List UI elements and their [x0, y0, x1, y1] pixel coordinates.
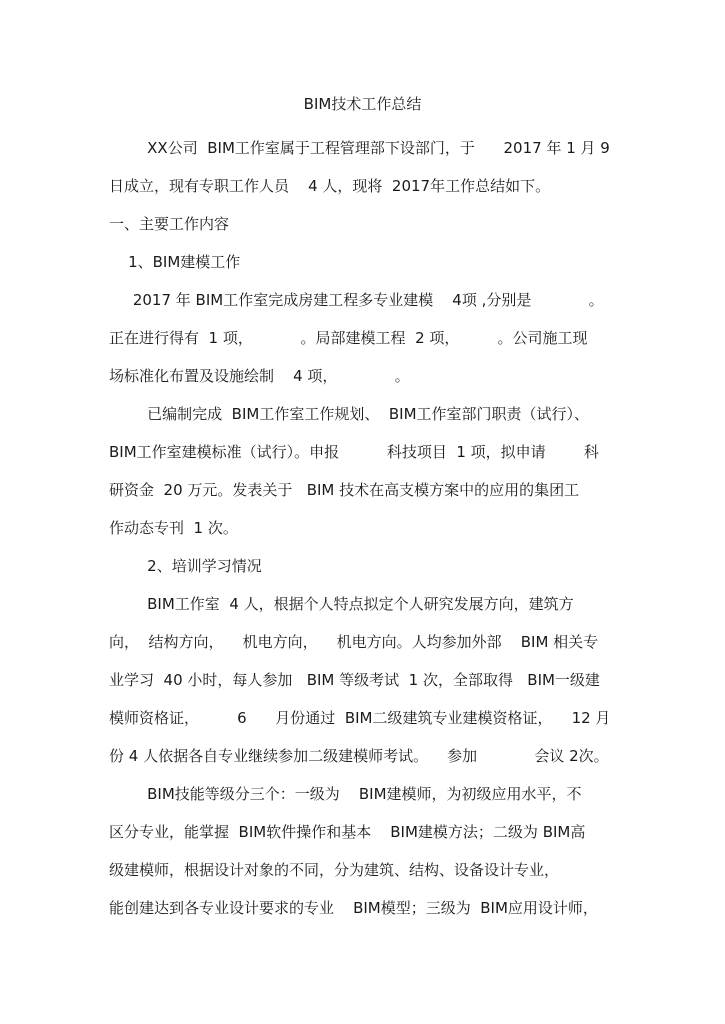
- paragraph-line: BIM工作室 4 人，根据个人特点拟定个人研究发展方向，建筑方: [109, 595, 574, 613]
- section-heading: 一、主要工作内容: [109, 215, 230, 233]
- document-title: BIM技术工作总结: [303, 95, 422, 113]
- paragraph-line: 向， 结构方向， 机电方向， 机电方向。人均参加外部 BIM 相关专: [109, 633, 599, 651]
- paragraph-line: 业学习 40 小时，每人参加 BIM 等级考试 1 次，全部取得 BIM一级建: [109, 671, 600, 689]
- paragraph-line: 研资金 20 万元。发表关于 BIM 技术在高支模方案中的应用的集团工: [109, 481, 580, 499]
- paragraph-line: XX公司 BIM工作室属于工程管理部下设部门，于 2017 年 1 月 9: [109, 139, 610, 157]
- paragraph-line: 份 4 人依据各自专业继续参加二级建模师考试。 参加 会议 2次。: [109, 747, 609, 765]
- paragraph-line: 能创建达到各专业设计要求的专业 BIM模型；三级为 BIM应用设计师，: [109, 899, 598, 917]
- paragraph-line: BIM技能等级分三个：一级为 BIM建模师，为初级应用水平，不: [109, 785, 582, 803]
- paragraph-line: 模师资格证， 6 月份通过 BIM二级建筑专业建模资格证， 12 月: [109, 709, 611, 727]
- subsection-heading: 2、培训学习情况: [109, 557, 262, 575]
- paragraph-line: 日成立，现有专职工作人员 4 人，现将 2017年工作总结如下。: [109, 177, 551, 195]
- paragraph-line: BIM工作室建模标准（试行）。申报 科技项目 1 项，拟申请 科: [109, 443, 599, 461]
- paragraph-line: 作动态专刊 1 次。: [109, 519, 238, 537]
- paragraph-line: 2017 年 BIM工作室完成房建工程多专业建模 4项 ,分别是 。: [109, 291, 604, 309]
- subsection-heading: 1、BIM建模工作: [109, 253, 241, 271]
- paragraph-line: 已编制完成 BIM工作室工作规划、 BIM工作室部门职责（试行）、: [109, 405, 590, 423]
- paragraph-line: 区分专业，能掌握 BIM软件操作和基本 BIM建模方法；二级为 BIM高: [109, 823, 586, 841]
- paragraph-line: 正在进行得有 1 项， 。局部建模工程 2 项， 。公司施工现: [109, 329, 588, 347]
- paragraph-line: 场标准化布置及设施绘制 4 项， 。: [109, 367, 410, 385]
- paragraph-line: 级建模师，根据设计对象的不同，分为建筑、结构、设备设计专业，: [109, 861, 560, 879]
